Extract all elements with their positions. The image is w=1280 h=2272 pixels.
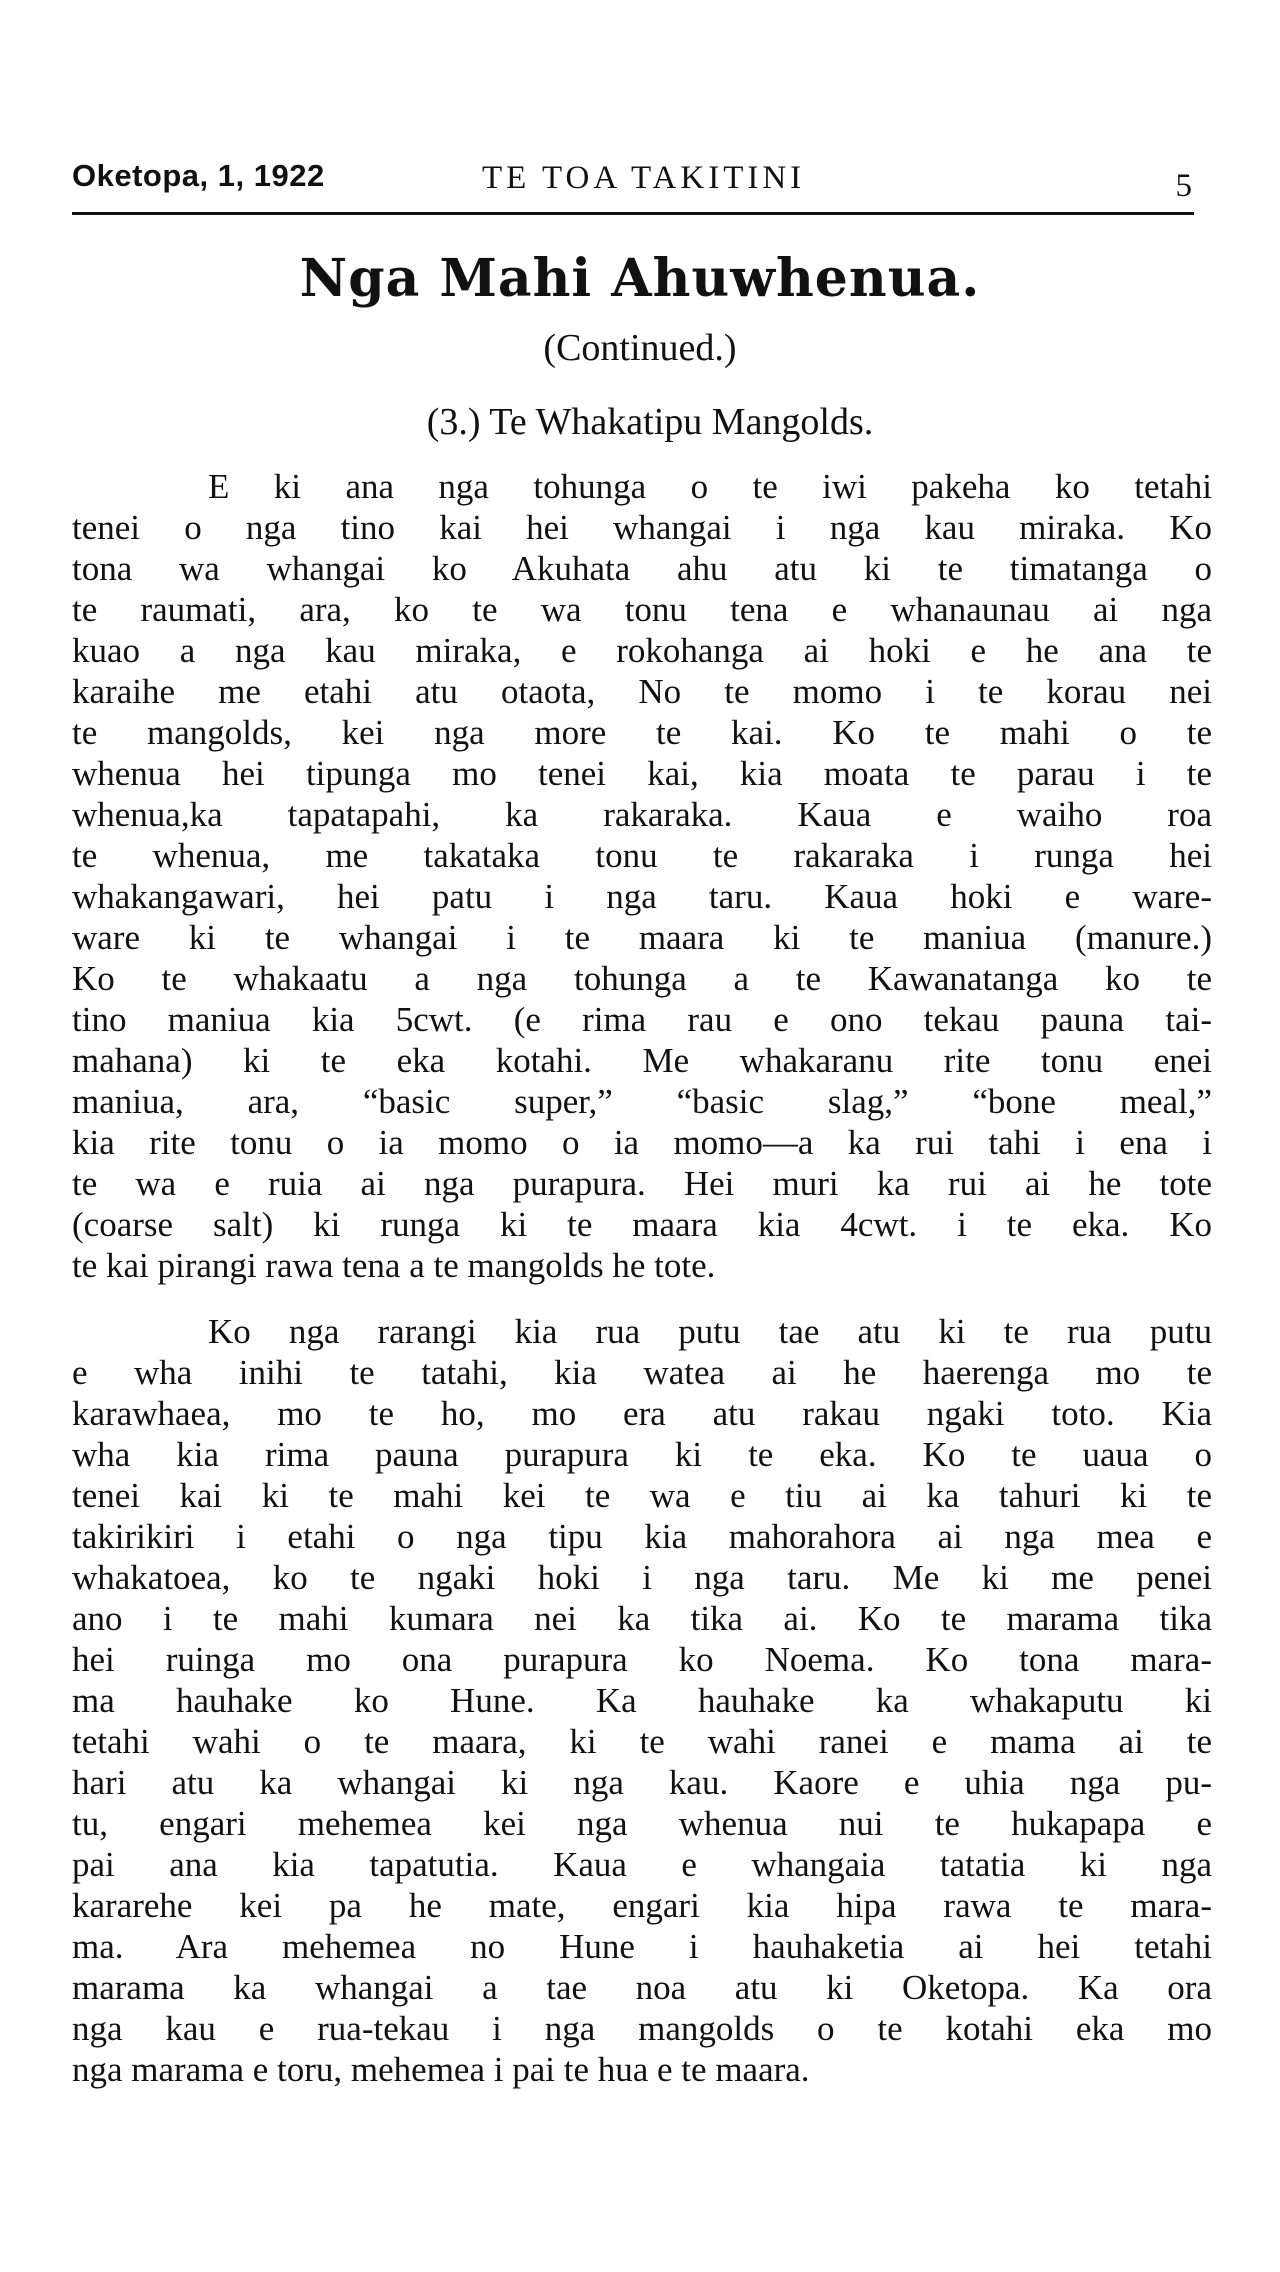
text-line: nga kau e rua-tekau i nga mangolds o te kotahi eka mo <box>72 2009 1212 2048</box>
article-subtitle: (Continued.) <box>543 327 737 369</box>
text-line: karawhaea, mo te ho, mo era atu rakau ngaki toto. Kia <box>72 1394 1212 1433</box>
publication-title: TE TOA TAKITINI <box>482 160 806 196</box>
issue-date: Oketopa, 1, 1922 <box>72 158 325 193</box>
text-line: whakangawari, hei patu i nga taru. Kaua hoki e ware- <box>72 877 1212 916</box>
text-line: pai ana kia tapatutia. Kaua e whangaia tatatia ki nga <box>72 1845 1212 1884</box>
text-line: (coarse salt) ki runga ki te maara kia 4cwt. i te eka. Ko <box>72 1205 1212 1244</box>
text-line: hari atu ka whangai ki nga kau. Kaore e uhia nga pu- <box>72 1763 1212 1802</box>
text-line: marama ka whangai a tae noa atu ki Oketopa. Ka ora <box>72 1968 1212 2007</box>
text-line: hei ruinga mo ona purapura ko Noema. Ko tona mara- <box>72 1640 1212 1679</box>
text-line: ma hauhake ko Hune. Ka hauhake ka whakaputu ki <box>72 1681 1212 1720</box>
text-line: tenei kai ki te mahi kei te wa e tiu ai ka tahuri ki te <box>72 1476 1212 1515</box>
text-line: maniua, ara, “basic super,” “basic slag,” “bone meal,” <box>72 1082 1212 1121</box>
text-line: whenua hei tipunga mo tenei kai, kia moata te parau i te <box>72 754 1212 793</box>
text-line: wha kia rima pauna purapura ki te eka. Ko te uaua o <box>72 1435 1212 1474</box>
text-line: e wha inihi te tatahi, kia watea ai he haerenga mo te <box>72 1353 1212 1392</box>
text-line: E ki ana nga tohunga o te iwi pakeha ko tetahi <box>208 467 1212 506</box>
text-line: ware ki te whangai i te maara ki te maniua (manure.) <box>72 918 1212 957</box>
text-line: tino maniua kia 5cwt. (e rima rau e ono tekau pauna tai- <box>72 1000 1212 1039</box>
text-line: karaihe me etahi atu otaota, No te momo i te korau nei <box>72 672 1212 711</box>
text-line: kararehe kei pa he mate, engari kia hipa rawa te mara- <box>72 1886 1212 1925</box>
text-line: takirikiri i etahi o nga tipu kia mahorahora ai nga mea e <box>72 1517 1212 1556</box>
text-line: tetahi wahi o te maara, ki te wahi ranei e mama ai te <box>72 1722 1212 1761</box>
text-line: kuao a nga kau miraka, e rokohanga ai hoki e he ana te <box>72 631 1212 670</box>
paragraph-1 <box>72 466 1212 1286</box>
page-header <box>72 158 1192 206</box>
article-title: Nga Mahi Ahuwhenua. <box>299 248 981 309</box>
page-number: 5 <box>1175 168 1192 204</box>
text-line: whakatoea, ko te ngaki hoki i nga taru. Me ki me penei <box>72 1558 1212 1597</box>
text-line: Ko nga rarangi kia rua putu tae atu ki te rua putu <box>208 1312 1212 1351</box>
text-line: mahana) ki te eka kotahi. Me whakaranu rite tonu enei <box>72 1041 1212 1080</box>
text-line: tu, engari mehemea kei nga whenua nui te hukapapa e <box>72 1804 1212 1843</box>
text-line: ano i te mahi kumara nei ka tika ai. Ko te marama tika <box>72 1599 1212 1638</box>
text-line: kia rite tonu o ia momo o ia momo—a ka rui tahi i ena i <box>72 1123 1212 1162</box>
text-line: te kai pirangi rawa tena a te mangolds he tote. <box>72 1246 716 1285</box>
header-rule <box>72 212 1194 215</box>
text-line: te whenua, me takataka tonu te rakaraka i runga hei <box>72 836 1212 875</box>
text-line: te mangolds, kei nga more te kai. Ko te mahi o te <box>72 713 1212 752</box>
text-line: ma. Ara mehemea no Hune i hauhaketia ai hei tetahi <box>72 1927 1212 1966</box>
section-heading: (3.) Te Whakatipu Mangolds. <box>426 401 874 443</box>
text-line: te wa e ruia ai nga purapura. Hei muri ka rui ai he tote <box>72 1164 1212 1203</box>
text-line: te raumati, ara, ko te wa tonu tena e whanaunau ai nga <box>72 590 1212 629</box>
text-line: nga marama e toru, mehemea i pai te hua e te maara. <box>72 2050 810 2089</box>
text-line: tona wa whangai ko Akuhata ahu atu ki te timatanga o <box>72 549 1212 588</box>
text-line: Ko te whakaatu a nga tohunga a te Kawanatanga ko te <box>72 959 1212 998</box>
paragraph-2 <box>72 1311 1212 2090</box>
text-line: tenei o nga tino kai hei whangai i nga kau miraka. Ko <box>72 508 1212 547</box>
text-line: whenua,ka tapatapahi, ka rakaraka. Kaua e waiho roa <box>72 795 1212 834</box>
